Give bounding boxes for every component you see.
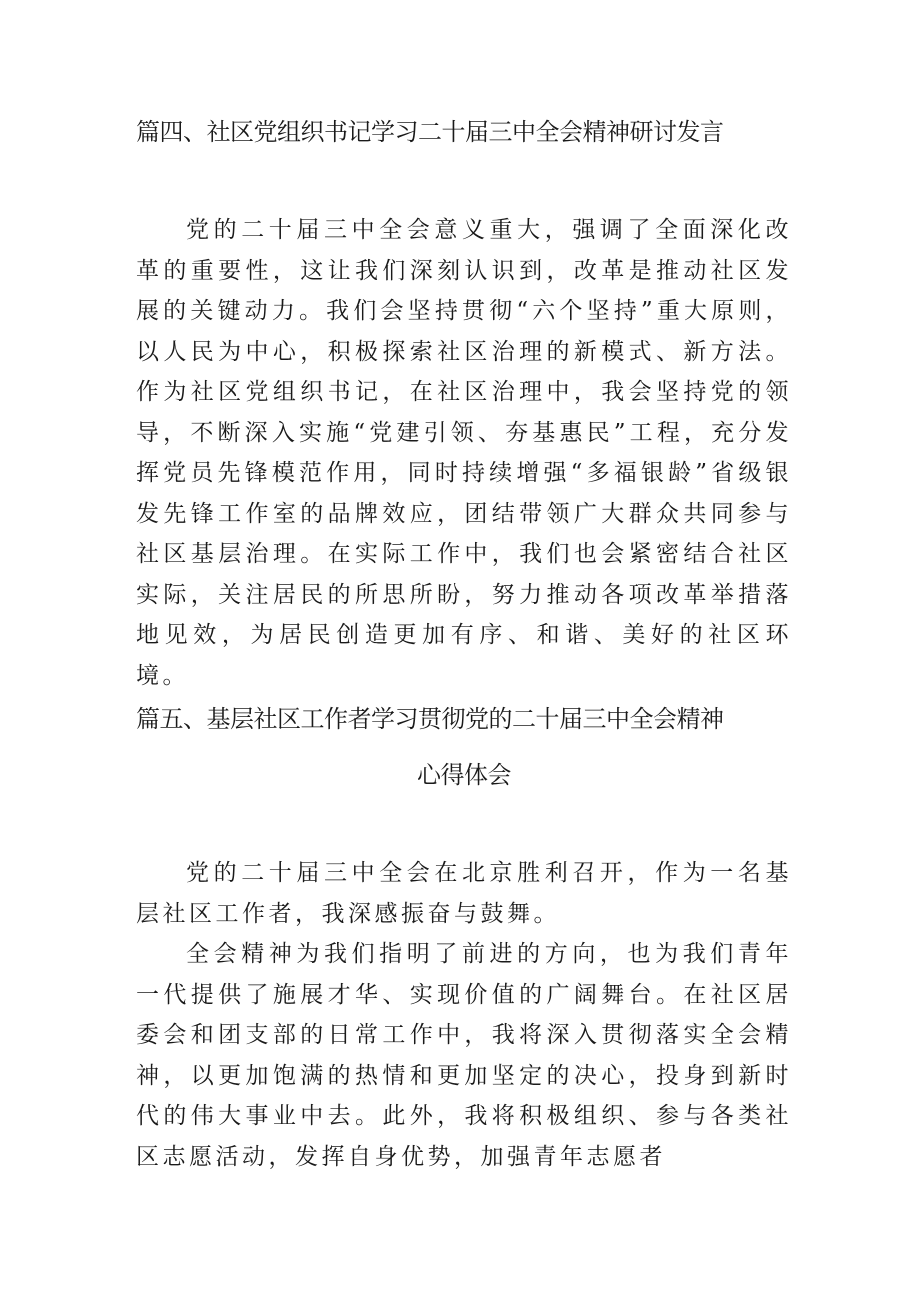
section-5-title-line-2: 心得体会 <box>417 761 511 789</box>
section-5-title-line-1: 篇五、基层社区工作者学习贯彻党的二十届三中全会精神 <box>136 705 724 733</box>
section-4-title: 篇四、社区党组织书记学习二十届三中全会精神研讨发言 <box>136 118 724 146</box>
section-5-paragraph-2: 全会精神为我们指明了前进的方向，也为我们青年一代提供了施展才华、实现价值的广阔舞台。在社区居委会和团支部的日常工作中，我将深入贯彻落实全会精神，以更加饱满的热情和更加坚定的决心，投身到新时代的伟大事业中去。此外，我将积极组织、参与各类社区志愿活动，发挥自身优势，加强青年志愿者 <box>136 941 792 1170</box>
section-5-paragraph-1: 党的二十届三中全会在北京胜利召开，作为一名基层社区工作者，我深感振奋与鼓舞。 <box>136 860 792 927</box>
section-4-paragraph: 党的二十届三中全会意义重大，强调了全面深化改革的重要性，这让我们深刻认识到，改革是推动社区发展的关键动力。我们会坚持贯彻“六个坚持”重大原则，以人民为中心，积极探索社区治理的新模式、新方法。作为社区党组织书记，在社区治理中，我会坚持党的领导，不断深入实施“党建引领、夯基惠民”工程，充分发挥党员先锋模范作用，同时持续增强“多福银龄”省级银发先锋工作室的品牌效应，团结带领广大群众共同参与社区基层治理。在实际工作中，我们也会紧密结合社区实际，关注居民的所思所盼，努力推动各项改革举措落地见效，为居民创造更加有序、和谐、美好的社区环境。 <box>136 217 792 689</box>
